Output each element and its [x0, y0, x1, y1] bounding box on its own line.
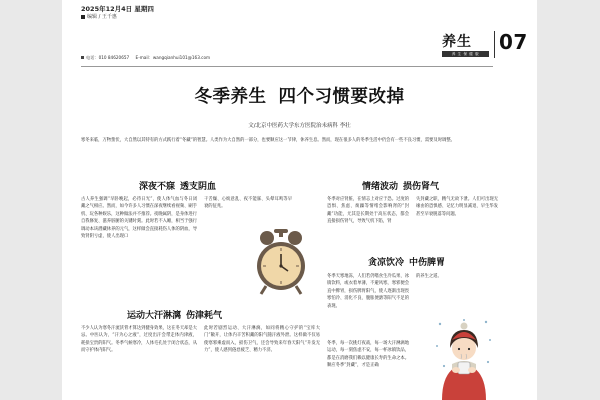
section-4-column-1: 冬季天寒地冻，人们若仍嗜食生冷瓜果、冰镇饮料，或衣着单薄，不避风寒，寒邪便会直中脾胃，损伤脾胃阳气，使人逐渐出现畏寒怕冷、消化不良、腹胀便溏等阳气不足的表现。 — [327, 274, 409, 309]
headline-part-1: 冬季养生 — [194, 87, 267, 107]
section-1-column-1: 古人养生强调“早卧晚起，必待日光”，使人体气血与冬日闭藏之气相应。然而，如今许多人习惯在深夜继续看视频、刷手机、玩各种娱乐，这种做法并不推荐。夜晚属阴，是身体进行自我修复、滋养脏腑的关键时刻。此时若不入睡，相当于强行调动本该潜藏休养的元气，这样做会直接耗伤人体的阴血，导致肾阴亏虚，使人出现口 — [81, 197, 198, 240]
subheading-mood-swings-a: 情绪波动 — [362, 182, 399, 192]
subheading-mood-swings-b: 损伤肾气 — [403, 182, 440, 192]
article-headline — [62, 83, 537, 108]
subheading-late-nights-b: 透支阴血 — [180, 182, 217, 192]
winter-girl-icon — [434, 318, 494, 400]
editor-credit: 编辑 / 王千惠 — [81, 13, 117, 20]
article-byline: 文/北京中医药大学东方医院治未病科 李壮 — [248, 123, 351, 129]
subheading-cold-food-a: 贪凉饮冷 — [368, 258, 405, 268]
headline-part-2: 四个习惯要改掉 — [278, 87, 405, 107]
issue-date: 2025年12月4日 星期四 — [81, 5, 154, 13]
section-4-column-2: 冬季，每一次挑灯夜战，每一场大汗淋漓地运动，每一刻焦虑不安，每一杯冰镇饮品，都是在消磨我们赖以健康长寿的生命之本。顺应冬季“封藏”，才是正确 — [327, 341, 409, 369]
subheading-late-nights — [139, 179, 216, 192]
article-lead: 寒冬来临，万物蛰伏，大自然以其特有的方式践行着“冬藏”的智慧。人类作为大自然的一部分，也要顺应这一节律，休养生息。然而，现在很多人的冬季生活中仍会有一些不良习惯，需要及时调整。 — [81, 138, 455, 143]
section-2-column-1: 不少人认为寒冬汗流浃背才算达到健身效果，这在冬天却是大忌。中医认为，“汗为心之液”，过度出汗会带走体内津液，耗损宝贵的阳气。冬季气候寒冷，人体毛孔处于闭合状态，从而守护体内阳气。 — [81, 326, 198, 354]
section-2-column-2: 此时若剧烈运动、大汗淋漓，如同将精心守护的“宝库大门”敞开，让体内辛苦积藏的阳气随汗液外泄。这样做不仅易使寒邪乘虚而入，损伤卫气，还会导致来年春天阳气“升发无力”，使人感到倦怠疲乏、精力不济。 — [204, 326, 320, 354]
contact-line — [81, 55, 215, 61]
header-rule — [81, 66, 493, 67]
subheading-mood-swings — [362, 179, 439, 192]
phone-text: 电话：010 84620657 — [81, 55, 129, 60]
section-3-column-1: 冬季对应肾脏，在情志上对应于恐。过度的恐惧、焦虑、烦躁等情绪会影响肾的“封藏”功能，尤其是长期处于高压状态，都会直接损伤肾气，导致气机下陷，肾 — [327, 197, 409, 225]
subheading-heavy-sweating-b: 伤津耗气 — [186, 311, 223, 321]
subheading-late-nights-a: 深夜不寐 — [139, 182, 176, 192]
section-divider — [494, 31, 495, 58]
subheading-cold-food-b: 中伤脾胃 — [409, 258, 446, 268]
section-1-column-2: 干舌燥、心烦意乱、夜不能寐、头晕耳鸣等早衰的征兆。 — [204, 197, 292, 210]
subheading-heavy-sweating — [127, 308, 222, 321]
subheading-heavy-sweating-a: 运动大汗淋漓 — [127, 311, 182, 321]
section-3-column-2: 失封藏之职，精气无故下泄。人们可出现无缘由的恐惧感、记忆力明显减退、早生华发甚至早衰脱落等问题。 — [416, 197, 498, 217]
section-4-column-3: 的养生之道。 — [416, 274, 442, 279]
subheading-cold-food — [368, 255, 445, 268]
email-text: E-mail：wangqianhui101@163.com — [135, 55, 211, 60]
page-number: 07 — [499, 30, 528, 54]
newspaper-page — [62, 0, 537, 400]
alarm-clock-icon — [252, 228, 310, 298]
section-name: 养生 — [442, 34, 472, 50]
section-tag: 养 生 保 健 版 — [442, 51, 489, 57]
